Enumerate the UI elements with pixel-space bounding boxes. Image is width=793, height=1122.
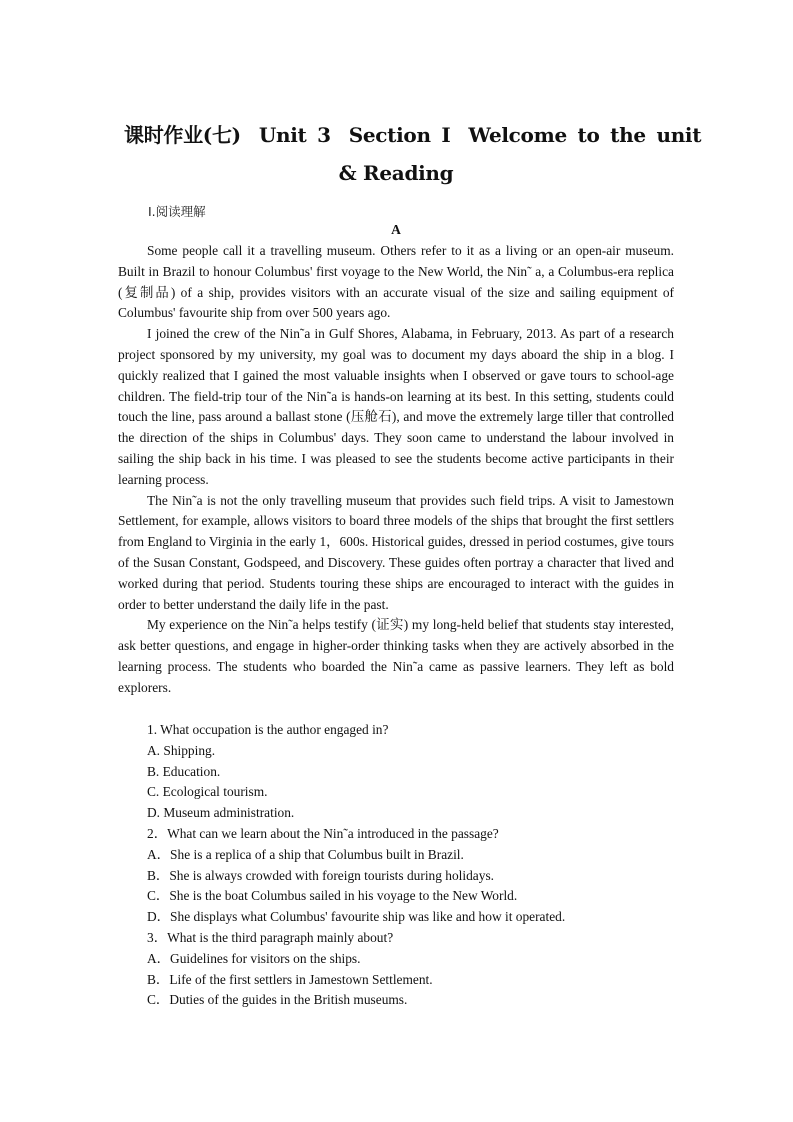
paragraph: My experience on the Nin˜a helps testify (证实) my long-held belief that students stay interested, ask better questions, and engage in higher-order thinking tasks when they are actively absorbed in the learning process. The students who boarded the Nin˜a came as passive learners. They left as bold explorers.: [118, 617, 674, 695]
section-heading: Ⅰ.阅读理解: [148, 204, 206, 219]
answer-option: A．Guidelines for visitors on the ships.: [147, 950, 361, 966]
page-title-line-2: & Reading: [338, 161, 454, 185]
paragraph: I joined the crew of the Nin˜a in Gulf Shores, Alabama, in February, 2013. As part of a research project sponsored by my university, my goal was to document my days aboard the ship in a blog. I quickly realized that I gained the most valuable insights when I observed or gave tours to school-age children. The field-trip tour of the Nin˜a is hands-on learning at its best. In this setting, students could touch the line, pass around a ballast stone (压舱石), and move the extremely large tiller that controlled the direction of the ships in Columbus' days. They soon came to understand the labour involved in sailing the ship back in his time. I was pleased to see the students become active participants in their learning process.: [118, 326, 674, 487]
title-topic: Welcome to the unit: [468, 123, 702, 147]
answer-option: C. Ecological tourism.: [147, 784, 268, 800]
answer-option: B．Life of the first settlers in Jamestown Settlement.: [147, 971, 433, 987]
answer-option: C．Duties of the guides in the British museums.: [147, 992, 408, 1008]
answer-option: B．She is always crowded with foreign tourists during holidays.: [147, 867, 494, 883]
question-2: [147, 824, 674, 928]
passage-label: A: [391, 222, 401, 237]
page-title-line-1: [124, 119, 702, 148]
answer-option: D．She displays what Columbus' favourite ship was like and how it operated.: [147, 909, 566, 925]
passage-body: [118, 241, 674, 699]
title-unit: Unit 3: [258, 123, 331, 147]
answer-option: C．She is the boat Columbus sailed in his voyage to the New World.: [147, 888, 518, 904]
question-list: [147, 720, 674, 1011]
question-stem: 2．What can we learn about the Nin˜a introduced in the passage?: [147, 825, 499, 841]
answer-option: B. Education.: [147, 763, 221, 779]
question-stem: 1. What occupation is the author engaged in?: [147, 722, 389, 737]
paragraph: Some people call it a travelling museum. Others refer to it as a living or an open-air museum. Built in Brazil to honour Columbus' first voyage to the New World, the Nin˜ a, a Columbus-era replica (复制品) of a ship, provides visitors with an accurate visual of the size and sailing equipment of Columbus' favourite ship from over 500 years ago.: [118, 243, 674, 321]
paragraph: The Nin˜a is not the only travelling museum that provides such field trips. A visit to Jamestown Settlement, for example, allows visitors to board three models of the ships that brought the first settlers from England to Virginia in the early 1，600s. Historical guides, dressed in period costumes, give tours of the Susan Constant, Godspeed, and Discovery. These guides often portray a character that lived and worked during that period. Students touring these ships are encouraged to interact with the guides in order to better understand the daily life in the past.: [118, 492, 674, 612]
question-stem: 3．What is the third paragraph mainly about?: [147, 929, 394, 945]
answer-option: D. Museum administration.: [147, 805, 295, 821]
question-3: [147, 928, 674, 1011]
title-section: Section Ⅰ: [348, 123, 451, 147]
answer-option: A．She is a replica of a ship that Columbus built in Brazil.: [147, 846, 464, 862]
answer-option: A. Shipping.: [147, 742, 216, 758]
question-1: [147, 720, 674, 824]
title-cn: 课时作业(七): [124, 123, 241, 147]
